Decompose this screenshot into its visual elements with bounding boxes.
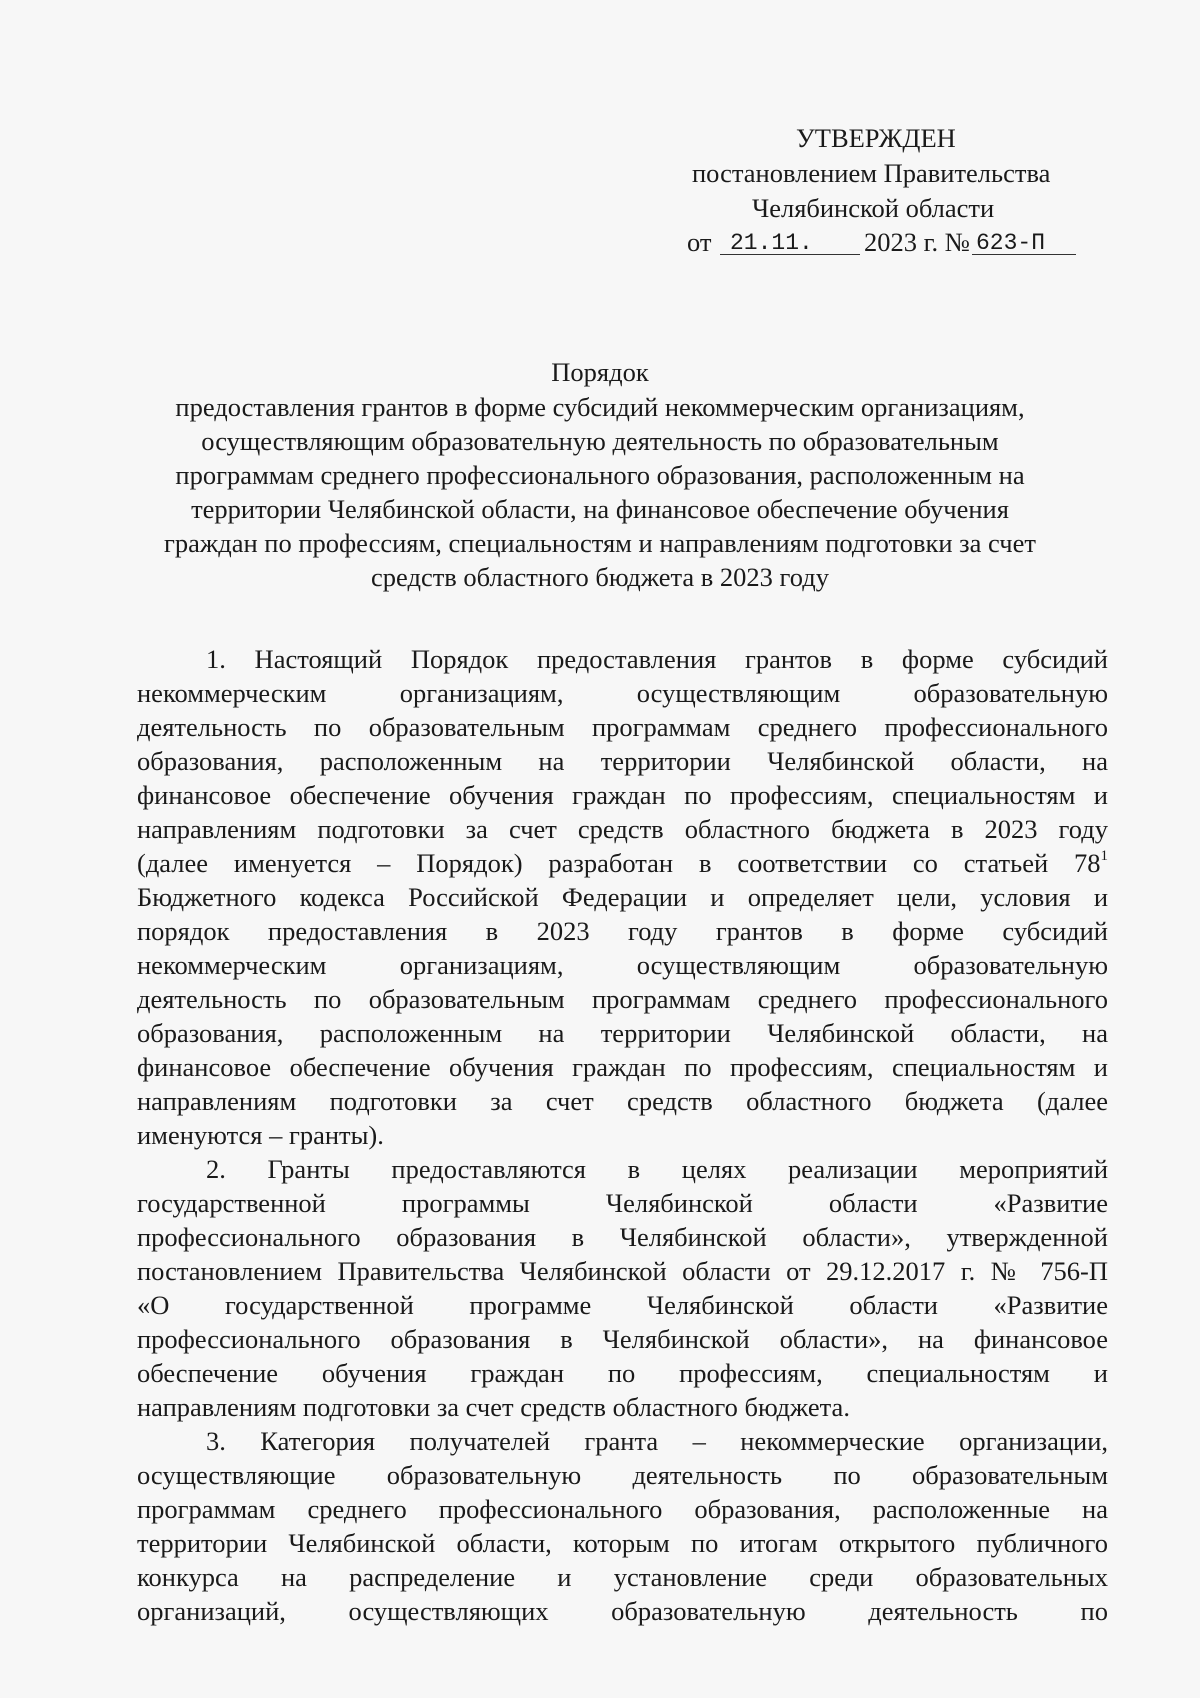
body-line: программам среднего профессионального образования, расположенные на <box>137 1494 1108 1524</box>
body-line: осуществляющие образовательную деятельность по образовательным <box>137 1460 1108 1490</box>
approval-date: 21.11. <box>730 230 813 256</box>
body-line: 3. Категория получателей гранта – некоммерческие организации, <box>206 1426 1108 1456</box>
body-line-text: (далее именуется – Порядок) разработан в соответствии со статьей 78 <box>137 848 1101 878</box>
body-line: именуются – гранты). <box>137 1120 384 1150</box>
body-line: Бюджетного кодекса Российской Федерации и определяет цели, условия и <box>137 882 1108 912</box>
body-line: направлениям подготовки за счет средств областного бюджета (далее <box>137 1086 1108 1116</box>
body-line: территории Челябинской области, которым по итогам открытого публичного <box>137 1528 1108 1558</box>
approval-line-1: постановлением Правительства <box>692 158 1051 188</box>
title-line: осуществляющим образовательную деятельность по образовательным <box>201 426 999 456</box>
body-line: обеспечение обучения граждан по профессиям, специальностям и <box>137 1358 1108 1388</box>
body-line: некоммерческим организациям, осуществляющим образовательную <box>137 950 1108 980</box>
approval-prefix: от <box>687 227 712 257</box>
approval-number: 623-П <box>976 230 1046 256</box>
body-line: направлениям подготовки за счет средств областного бюджета. <box>137 1392 850 1422</box>
article-superscript: 1 <box>1100 848 1108 865</box>
body-line-with-superscript <box>137 847 1108 879</box>
body-line: направлениям подготовки за счет средств областного бюджета в 2023 году <box>137 814 1108 844</box>
date-underline <box>720 254 860 255</box>
body-line: образования, расположенным на территории Челябинской области, на <box>137 1018 1108 1048</box>
approval-line-2: Челябинской области <box>752 193 995 223</box>
title-line: Порядок <box>551 357 649 387</box>
body-line: некоммерческим организациям, осуществляющим образовательную <box>137 678 1108 708</box>
body-line: государственной программы Челябинской области «Развитие <box>137 1188 1108 1218</box>
body-line: образования, расположенным на территории Челябинской области, на <box>137 746 1108 776</box>
body-line: профессионального образования в Челябинской области», утвержденной <box>137 1222 1108 1252</box>
title-line: территории Челябинской области, на финансовое обеспечение обучения <box>191 494 1009 524</box>
approval-title: УТВЕРЖДЕН <box>796 123 956 153</box>
body-line: «О государственной программе Челябинской области «Развитие <box>137 1290 1108 1320</box>
approval-year: 2023 г. № <box>864 227 971 257</box>
body-line: конкурса на распределение и установление среди образовательных <box>137 1562 1108 1592</box>
body-line: финансовое обеспечение обучения граждан по профессиям, специальностям и <box>137 1052 1108 1082</box>
title-line: средств областного бюджета в 2023 году <box>371 562 829 592</box>
body-line: 2. Гранты предоставляются в целях реализации мероприятий <box>206 1154 1108 1184</box>
body-line: профессионального образования в Челябинской области», на финансовое <box>137 1324 1108 1354</box>
title-line: программам среднего профессионального образования, расположенным на <box>175 460 1025 490</box>
body-line: финансовое обеспечение обучения граждан по профессиям, специальностям и <box>137 780 1108 810</box>
body-line: деятельность по образовательным программам среднего профессионального <box>137 712 1108 742</box>
body-line: организаций, осуществляющих образовательную деятельность по <box>137 1596 1108 1626</box>
title-line: предоставления грантов в форме субсидий некоммерческим организациям, <box>175 392 1025 422</box>
body-line: 1. Настоящий Порядок предоставления грантов в форме субсидий <box>206 644 1108 674</box>
title-line: граждан по профессиям, специальностям и направлениям подготовки за счет <box>164 528 1036 558</box>
body-line: порядок предоставления в 2023 году грантов в форме субсидий <box>137 916 1108 946</box>
body-line: постановлением Правительства Челябинской области от 29.12.2017 г. № 756-П <box>137 1256 1108 1286</box>
number-underline <box>972 254 1076 255</box>
body-line: деятельность по образовательным программам среднего профессионального <box>137 984 1108 1014</box>
